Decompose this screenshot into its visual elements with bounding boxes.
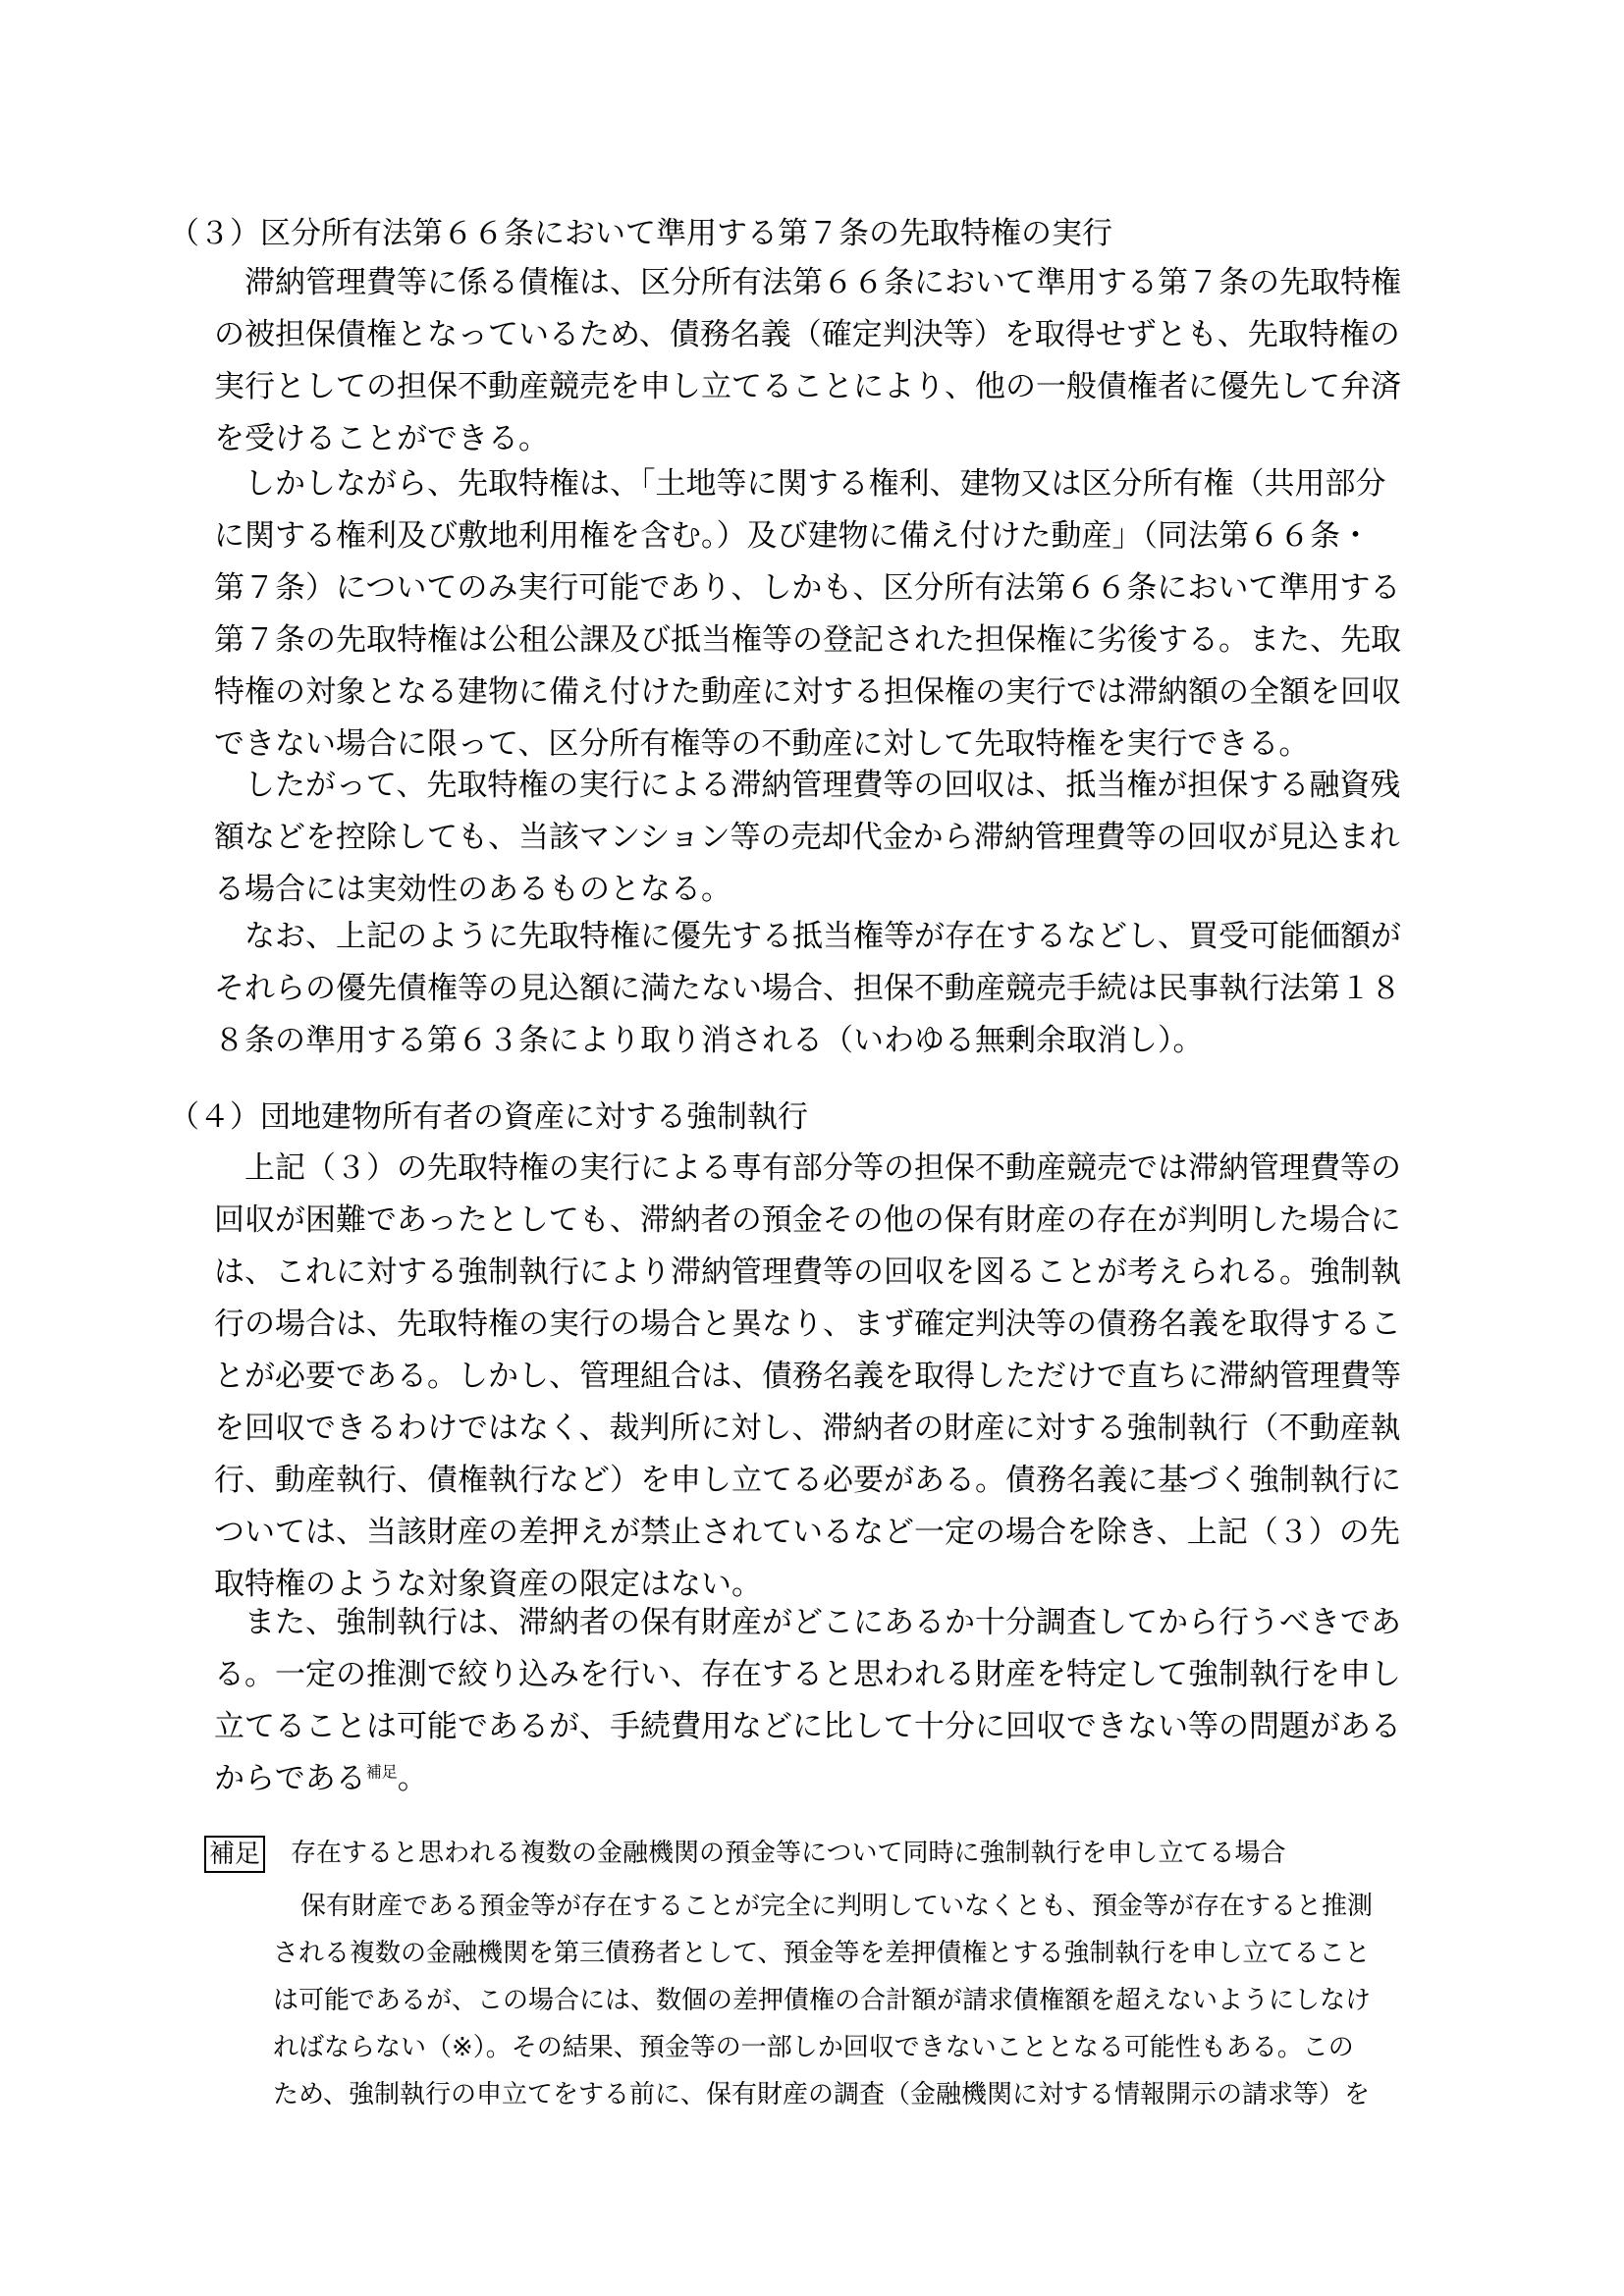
text-line: に関する権利及び敷地利用権を含む。）及び建物に備え付けた動産」（同法第６６条・ — [214, 518, 1371, 554]
text-line: る場合には実効性のあるものとなる。 — [214, 872, 731, 907]
text-line: の被担保債権となっているため、債務名義（確定判決等）を取得せずとも、先取特権の — [214, 317, 1400, 352]
text-line: 第７条）についてのみ実行可能であり、しかも、区分所有法第６６条において準用する — [214, 570, 1401, 606]
text-line: なお、上記のように先取特権に優先する抵当権等が存在するなどし、買受可能価額が — [244, 919, 1401, 954]
text-line: ８条の準用する第６３条により取り消される（いわゆる無剰余取消し）。 — [214, 1023, 1204, 1058]
text-line: 保有財産である預金等が存在することが完全に判明していなくとも、預金等が存在すると推測 — [300, 1892, 1374, 1921]
text-line: される複数の金融機関を第三債務者として、預金等を差押債権とする強制執行を申し立てること — [273, 1939, 1371, 1968]
section-3-paragraph-2 — [214, 458, 1490, 771]
text-line: 回収が困難であったとしても、滞納者の預金その他の保有財産の存在が判明した場合に — [214, 1202, 1401, 1238]
note-body — [273, 1883, 1481, 2118]
text-line: 立てることは可能であるが、手続費用などに比して十分に回収できない等の問題がある — [214, 1709, 1401, 1744]
section-3-paragraph-4 — [214, 911, 1490, 1067]
section-3-paragraph-3 — [214, 760, 1490, 916]
section-4-heading: （４）団地建物所有者の資産に対する強制執行 — [169, 1099, 808, 1135]
text-line: を受けることができる。 — [214, 421, 549, 456]
text-line: 実行としての担保不動産競売を申し立てることにより、他の一般債権者に優先して弁済 — [214, 369, 1401, 404]
text-line: ため、強制執行の申立てをする前に、保有財産の調査（金融機関に対する情報開示の請求等）を — [273, 2080, 1370, 2109]
text-line: 滞納管理費等に係る債権は、区分所有法第６６条において準用する第７条の先取特権 — [244, 265, 1401, 300]
text-fragment: 。 — [397, 1761, 428, 1796]
text-line: 第７条の先取特権は公租公課及び抵当権等の登記された担保権に劣後する。また、先取 — [214, 622, 1401, 658]
text-line: 行、動産執行、債権執行など）を申し立てる必要がある。債務名義に基づく強制執行に — [214, 1463, 1401, 1498]
text-line: しかしながら、先取特権は、「土地等に関する権利、建物又は区分所有権（共用部分 — [244, 466, 1386, 502]
section-4-paragraph-2 — [214, 1597, 1490, 1805]
section-4-paragraph-1 — [214, 1143, 1490, 1611]
note-label-box: 補足 — [204, 1836, 265, 1873]
text-line: は、これに対する強制執行により滞納管理費等の回収を図ることが考えられる。強制執 — [214, 1255, 1401, 1290]
text-line: できない場合に限って、区分所有権等の不動産に対して先取特権を実行できる。 — [214, 726, 1310, 762]
text-line: 取特権のような対象資産の限定はない。 — [214, 1567, 762, 1602]
text-line: また、強制執行は、滞納者の保有財産がどこにあるか十分調査してから行うべきであ — [244, 1605, 1401, 1640]
text-line: したがって、先取特権の実行による滞納管理費等の回収は、抵当権が担保する融資残 — [244, 768, 1401, 803]
text-line: ついては、当該財産の差押えが禁止されているなど一定の場合を除き、上記（３）の先 — [214, 1515, 1400, 1550]
text-line: とが必要である。しかし、管理組合は、債務名義を取得しただけで直ちに滞納管理費等 — [214, 1359, 1401, 1394]
text-line: は可能であるが、この場合には、数個の差押債権の合計額が請求債権額を超えないようにしなけ — [273, 1986, 1372, 2015]
text-line: 行の場合は、先取特権の実行の場合と異なり、まず確定判決等の債務名義を取得するこ — [214, 1307, 1401, 1342]
section-3-heading: （３）区分所有法第６６条において準用する第７条の先取特権の実行 — [169, 216, 1112, 251]
footnote-marker: 補足 — [365, 1762, 398, 1782]
text-line: を回収できるわけではなく、裁判所に対し、滞納者の財産に対する強制執行（不動産執 — [214, 1411, 1401, 1446]
text-line: それらの優先債権等の見込額に満たない場合、担保不動産競売手続は民事執行法第１８ — [214, 971, 1401, 1006]
text-line: 額などを控除しても、当該マンション等の売却代金から滞納管理費等の回収が見込まれ — [214, 820, 1400, 855]
note-title: 存在すると思われる複数の金融機関の預金等について同時に強制執行を申し立てる場合 — [291, 1839, 1286, 1868]
text-line: ればならない（※）。その結果、預金等の一部しか回収できないこととなる可能性もある。この — [273, 2033, 1354, 2062]
text-line: 上記（３）の先取特権の実行による専有部分等の担保不動産競売では滞納管理費等の — [244, 1150, 1401, 1186]
text-line: 特権の対象となる建物に備え付けた動産に対する担保権の実行では滞納額の全額を回収 — [214, 674, 1401, 710]
text-line — [184, 1753, 1490, 1805]
text-line: る。一定の推測で絞り込みを行い、存在すると思われる財産を特定して強制執行を申し — [214, 1657, 1401, 1692]
section-3-paragraph-1 — [214, 257, 1490, 465]
text-fragment: からである — [214, 1761, 366, 1796]
